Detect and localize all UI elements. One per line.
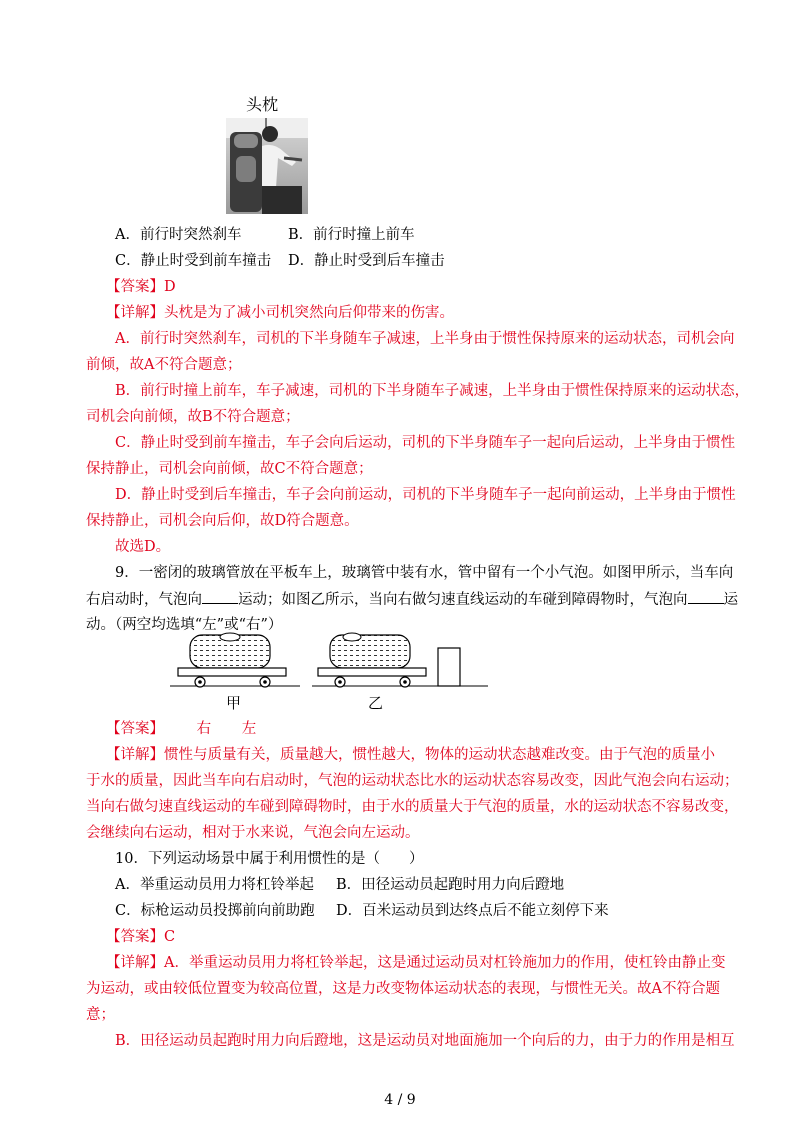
q9-detail-1: 【详解】惯性与质量有关，质量越大，惯性越大，物体的运动状态越难改变。由于气泡的质量小 bbox=[106, 747, 715, 763]
q10-detail-3: 意； bbox=[86, 1007, 115, 1023]
q10-option-b: B．田径运动员起跑时用力向后蹬地 bbox=[336, 877, 565, 893]
page-number: 4 / 9 bbox=[384, 1092, 416, 1108]
cart-yi bbox=[312, 633, 488, 687]
q8-detail-a1: A．前行时突然刹车，司机的下半身随车子减速，上半身由于惯性保持原来的运动状态，司机会向 bbox=[115, 331, 735, 347]
cart-jia bbox=[170, 633, 300, 687]
answer-tag: 【答案】 bbox=[106, 279, 164, 295]
q8-answer-line bbox=[106, 277, 176, 297]
q10-option-a: A．举重运动员用力将杠铃举起 bbox=[115, 877, 314, 893]
q8-answer: D bbox=[164, 279, 176, 295]
detail-tag: 【详解】 bbox=[106, 305, 164, 321]
detail-tag: 【详解】 bbox=[106, 747, 164, 763]
q8-option-b: B．前行时撞上前车 bbox=[288, 227, 415, 243]
q8-detail-line: 【详解】头枕是为了减小司机突然向后仰带来的伤害。 bbox=[106, 305, 454, 321]
q9-detail-4: 会继续向右运动，相对于水来说，气泡会向左运动。 bbox=[86, 825, 420, 841]
q9-stem-1: 9．一密闭的玻璃管放在平板车上，玻璃管中装有水，管中留有一个小气泡。如图甲所示，当车向 bbox=[115, 565, 734, 581]
q8-detail-c1: C．静止时受到前车撞击，车子会向后运动，司机的下半身随车子一起向后运动，上半身由于惯性 bbox=[115, 435, 736, 451]
fig-label-jia: 甲 bbox=[226, 694, 242, 712]
q9-stem-3: 动。（两空均选填“左”或“右”） bbox=[86, 617, 283, 633]
q9-cart-figure bbox=[170, 628, 500, 690]
q10-option-d: D．百米运动员到达终点后不能立刻停下来 bbox=[336, 903, 609, 919]
q9-answer-1: 右 bbox=[196, 721, 212, 737]
q8-conclusion: 故选D。 bbox=[115, 539, 171, 555]
q8-detail-d2: 保持静止，司机会向后仰，故D符合题意。 bbox=[86, 513, 359, 529]
q10-answer-line bbox=[106, 927, 175, 947]
q10-stem: 10．下列运动场景中属于利用惯性的是（ ） bbox=[115, 851, 424, 867]
q10-detail-2: 为运动，或由较低位置变为较高位置，这是力改变物体运动状态的表现，与惯性无关。故A不符合题 bbox=[86, 981, 720, 997]
detail-tag: 【详解】 bbox=[106, 955, 164, 971]
q9-detail-2: 于水的质量，因此当车向右启动时，气泡的运动状态比水的运动状态容易改变，因此气泡会向右运动； bbox=[86, 773, 739, 789]
q9-blank-1 bbox=[202, 589, 238, 604]
obstacle-block bbox=[438, 648, 460, 686]
q9-answer-line bbox=[106, 719, 256, 739]
q8-detail-a2: 前倾，故A不符合题意； bbox=[86, 357, 242, 373]
q10-detail-1: 【详解】A．举重运动员用力将杠铃举起，这是通过运动员对杠铃施加力的作用，使杠铃由静止变 bbox=[106, 955, 726, 971]
q8-detail-d1: D．静止时受到后车撞击，车子会向前运动，司机的下半身随车子一起向前运动，上半身由于惯性 bbox=[115, 487, 736, 503]
q8-option-d: D．静止时受到后车撞击 bbox=[288, 253, 445, 269]
q8-detail-b2: 司机会向前倾，故B不符合题意； bbox=[86, 409, 300, 425]
fig-label-yi: 乙 bbox=[368, 694, 384, 712]
answer-tag: 【答案】 bbox=[106, 929, 164, 945]
q8-detail-c2: 保持静止，司机会向前倾，故C不符合题意； bbox=[86, 461, 373, 477]
q9-detail-3: 当向右做匀速直线运动的车碰到障碍物时，由于水的质量大于气泡的质量，水的运动状态不容易改变， bbox=[86, 799, 739, 815]
q10-detail-4: B．田径运动员起跑时用力向后蹬地，这是运动员对地面施加一个向后的力，由于力的作用是相互 bbox=[115, 1033, 735, 1049]
q10-answer: C bbox=[164, 929, 176, 945]
q9-blank-2 bbox=[688, 589, 724, 604]
q8-option-a: A．前行时突然刹车 bbox=[115, 227, 242, 243]
q9-answer-2: 左 bbox=[241, 721, 257, 737]
q10-option-c: C．标枪运动员投掷前向前助跑 bbox=[115, 903, 315, 919]
headrest-label: 头枕 bbox=[246, 95, 279, 114]
answer-tag: 【答案】 bbox=[106, 721, 164, 737]
q8-option-c: C．静止时受到前车撞击 bbox=[115, 253, 272, 269]
car-seat-photo bbox=[226, 118, 308, 214]
q8-detail-b1: B．前行时撞上前车，车子减速，司机的下半身随车子减速，上半身由于惯性保持原来的运动状态， bbox=[115, 383, 750, 399]
headrest-figure bbox=[226, 92, 308, 216]
q9-stem-2: 右启动时，气泡向 运动；如图乙所示，当向右做匀速直线运动的车碰到障碍物时，气泡向 运 bbox=[86, 589, 738, 610]
